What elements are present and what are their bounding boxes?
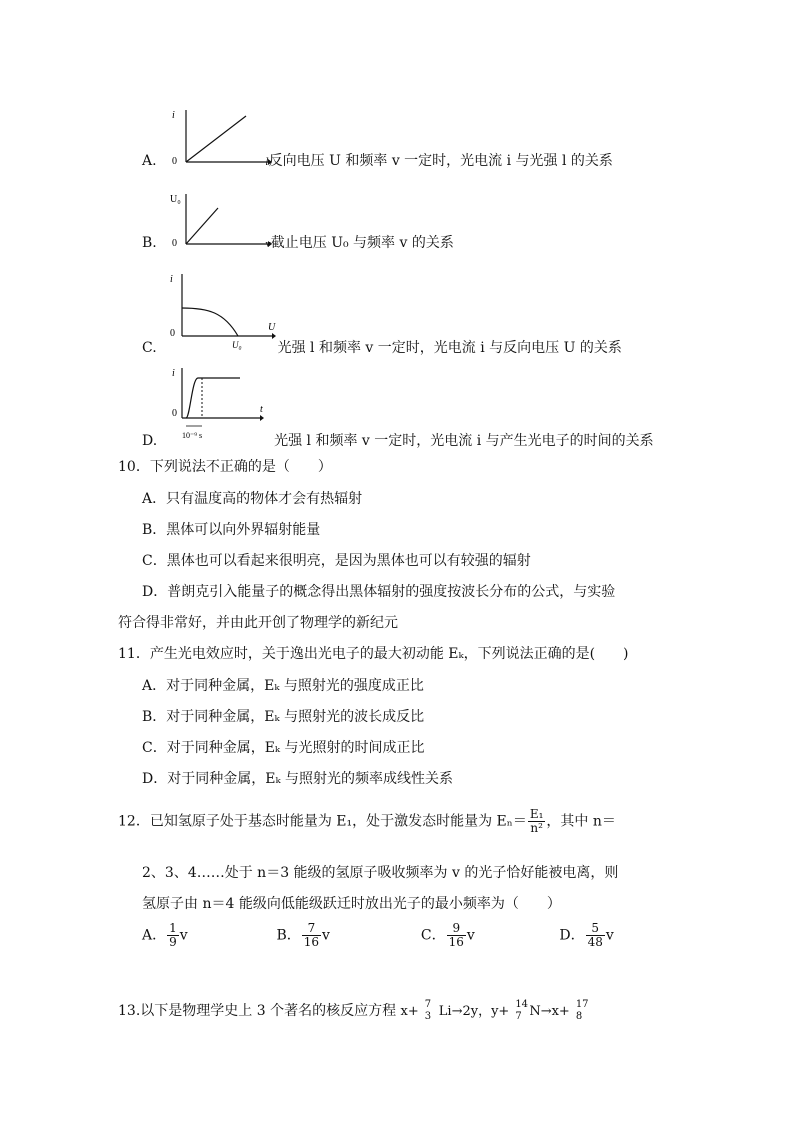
option-label: C. — [142, 340, 157, 356]
q11-option-d: D．对于同种金属，Eₖ 与照射光的频率成线性关系 — [142, 771, 453, 787]
option-label: D. — [142, 433, 158, 449]
q12-option-c: C． $\frac{9}{16}$ v — [420, 921, 475, 949]
q12-stem-a: 12．已知氢原子处于基态时能量为 E₁，处于激发态时能量为 Eₙ＝ — [118, 813, 527, 830]
origin-label: 0 — [172, 408, 177, 419]
eq-part: →2y，y+ — [451, 1004, 510, 1019]
x-label: U — [268, 322, 276, 333]
q9-option-a — [142, 150, 613, 170]
lithium-nuclide: 7 3 — [424, 999, 432, 1022]
x-mark-label: 10⁻⁹ s — [182, 431, 203, 440]
origin-label: 0 — [172, 238, 177, 249]
formula-den: n² — [530, 821, 543, 835]
q11-option-a: A．对于同种金属，Eₖ 与照射光的强度成正比 — [142, 678, 424, 694]
graph-curve — [186, 378, 240, 418]
q11-option-b: B．对于同种金属，Eₖ 与照射光的波长成反比 — [142, 709, 425, 725]
option-text: 截止电压 U₀ 与频率 v 的关系 — [270, 235, 454, 251]
q12-line2: 2、3、4……处于 n＝3 能级的氢原子吸收频率为 v 的光子恰好能被电离，则 — [142, 865, 619, 881]
x-label: t — [260, 404, 263, 415]
q12-option-a: A． $\frac{1}{9}$ v — [142, 921, 188, 949]
q9-option-b — [142, 232, 454, 252]
q10-option-b: B．黑体可以向外界辐射能量 — [142, 522, 321, 538]
q12-stem-b: ，其中 n＝ — [546, 813, 616, 830]
origin-label: 0 — [172, 156, 177, 167]
oxygen-nuclide: 17 8 — [575, 999, 589, 1022]
q12-line3: 氢原子由 n＝4 能级向低能级跃迁时放出光子的最小频率为（ ） — [142, 896, 561, 912]
q13-stem-text: 13.以下是物理学史上 3 个著名的核反应方程 — [118, 1003, 397, 1019]
q12-option-d: D． $\frac{5}{48}$ v — [559, 921, 614, 949]
q11-option-c: C．对于同种金属，Eₖ 与光照射的时间成正比 — [142, 740, 425, 756]
q10-option-a: A．只有温度高的物体才会有热辐射 — [142, 491, 363, 507]
q12-options — [142, 922, 614, 949]
q11-stem: 11．产生光电效应时，关于逸出光电子的最大初动能 Eₖ，下列说法正确的是( ) — [118, 646, 629, 662]
q10-option-d: D．普朗克引入能量子的概念得出黑体辐射的强度按波长分布的公式，与实验 — [142, 584, 616, 600]
q9-option-c — [142, 337, 622, 357]
option-text: 反向电压 U 和频率 v 一定时，光电流 i 与光强 l 的关系 — [268, 153, 613, 169]
q12-stem — [118, 808, 616, 835]
x-arrow — [260, 415, 264, 421]
graph-x-label: v — [265, 240, 271, 250]
q9-option-d — [142, 430, 654, 450]
graph-x-label: l — [265, 157, 269, 168]
q10-option-c: C．黑体也可以看起来很明亮，是因为黑体也可以有较强的辐射 — [142, 553, 531, 569]
option-label: A. — [142, 153, 157, 169]
eq-part: →x+ — [540, 1004, 570, 1019]
option-text: 光强 l 和频率 v 一定时，光电流 i 与产生光电子的时间的关系 — [274, 433, 654, 449]
x-mark-label: U₀ — [232, 340, 242, 350]
y-label: i — [172, 368, 175, 379]
y-label: U₀ — [170, 194, 181, 205]
y-label: i — [170, 274, 173, 285]
nitrogen-nuclide: 14 7 — [515, 999, 529, 1022]
energy-formula — [528, 808, 546, 835]
origin-label: 0 — [170, 328, 175, 339]
q10-stem: 10．下列说法不正确的是（ ） — [118, 459, 332, 475]
formula-num: E₁ — [529, 807, 544, 821]
q10-option-d-cont: 符合得非常好，并由此开创了物理学的新纪元 — [118, 615, 398, 631]
option-label: B. — [142, 235, 157, 251]
option-text: 光强 l 和频率 v 一定时，光电流 i 与反向电压 U 的关系 — [277, 340, 622, 356]
graph-curve — [182, 308, 238, 336]
q13-stem: 13.以下是物理学史上 3 个著名的核反应方程 x+ 7 3 Li→2y，y+ 14 7 N→x+ 17 8 — [118, 999, 589, 1022]
q12-option-b: B． $\frac{7}{16}$ v — [276, 921, 330, 949]
y-label: i — [172, 110, 175, 121]
eq-part: x+ — [400, 1004, 419, 1019]
